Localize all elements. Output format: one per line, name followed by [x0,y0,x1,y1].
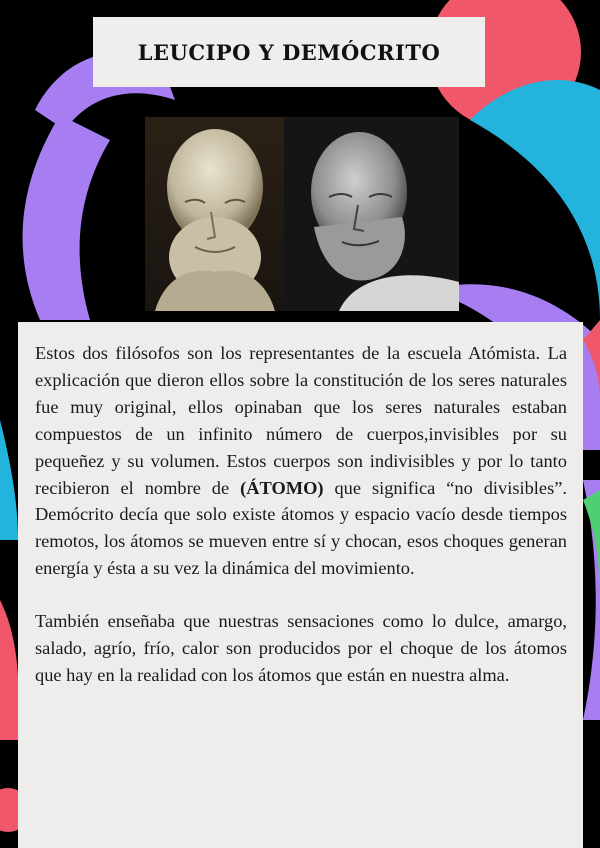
title-banner [93,17,485,87]
paragraph-1 [35,340,567,582]
text-panel [18,322,583,848]
paragraph-1-text-a: Estos dos filósofos son los representantes de la escuela Atómista. La explicación que dieron ellos sobre la constitución de los seres naturales fue muy original, ellos opinaban que los seres naturales estaban compuestos de un infinito número de cuerpos,invisibles por su pequeñez y su volumen. Estos cuerpos son indivisibles y por lo tanto recibieron el nombre de [35,343,567,498]
page-title: LEUCIPO Y DEMÓCRITO [137,39,441,65]
paragraph-2: También enseñaba que nuestras sensaciones como lo dulce, amargo, salado, agrío, frío, calor son producidos por el choque de los átomos que hay en la realidad con los átomos que están en nuestra alma. [35,611,567,685]
atomo-term: (ÁTOMO) [240,477,324,498]
bust-democrito-image [284,117,459,311]
paragraph-1-text-b: que significa “no divisibles”. Demócrito decía que solo existe átomos y espacio vacío desde tiempos remotos, los átomos se mueven entre sí y chocan, esos choques generan energía y ésta a su vez la dinámica del movimiento. [35,477,567,579]
bust-leucipo-image [145,117,284,311]
